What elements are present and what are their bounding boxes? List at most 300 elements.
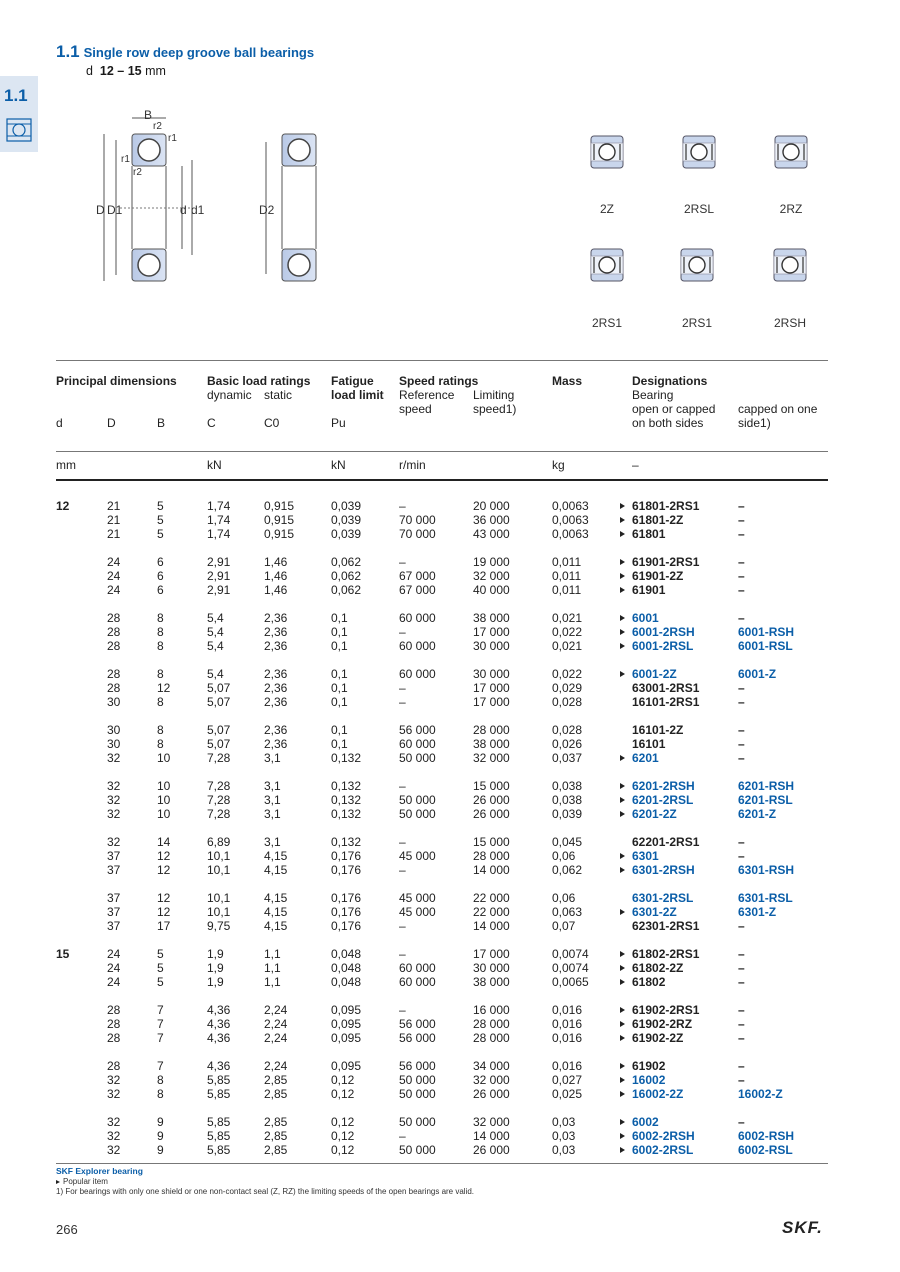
cell-fatigue-limit: 0,132 (331, 793, 362, 807)
cell-designation: 61901 (632, 583, 666, 597)
cell-fatigue-limit: 0,12 (331, 1143, 355, 1157)
cell-width: 10 (157, 807, 171, 821)
cell-designation: 16101-2Z (632, 723, 684, 737)
cell-dynamic-load: 5,07 (207, 695, 231, 709)
cell-mass: 0,06 (552, 849, 576, 863)
section-title: Single row deep groove ball bearings (83, 45, 315, 60)
cell-outside-diameter: 32 (107, 1115, 121, 1129)
cell-mass: 0,07 (552, 919, 576, 933)
cell-mass: 0,0074 (552, 947, 589, 961)
cell-designation: 6001-2Z (632, 667, 677, 681)
cell-limiting-speed: 17 000 (473, 695, 510, 709)
cell-reference-speed: – (399, 835, 406, 849)
cell-width: 6 (157, 583, 164, 597)
cell-outside-diameter: 24 (107, 961, 121, 975)
cell-designation-one-side: 6001-RSH (738, 625, 795, 639)
cell-width: 9 (157, 1129, 164, 1143)
cell-reference-speed: 50 000 (399, 1143, 436, 1157)
cell-width: 10 (157, 779, 171, 793)
cell-dynamic-load: 1,74 (207, 513, 231, 527)
skf-logo: SKF. (782, 1218, 823, 1237)
cell-designation: 6301 (632, 849, 659, 863)
cell-reference-speed: 60 000 (399, 961, 436, 975)
cell-width: 8 (157, 1087, 164, 1101)
cell-static-load: 2,24 (264, 1003, 288, 1017)
unit-designation: – (632, 458, 639, 472)
cell-outside-diameter: 37 (107, 849, 121, 863)
cell-fatigue-limit: 0,062 (331, 583, 362, 597)
cell-designation: 6201-2RSL (632, 793, 694, 807)
symbol-Pu: Pu (331, 416, 346, 430)
cell-designation: 61801-2RS1 (632, 499, 700, 513)
cell-outside-diameter: 28 (107, 667, 121, 681)
cell-mass: 0,0063 (552, 527, 589, 541)
cell-outside-diameter: 32 (107, 1129, 121, 1143)
cell-reference-speed: 60 000 (399, 737, 436, 751)
cell-fatigue-limit: 0,132 (331, 751, 362, 765)
cell-designation: 6301-2RSH (632, 863, 695, 877)
cell-static-load: 2,85 (264, 1073, 288, 1087)
cell-width: 8 (157, 625, 164, 639)
seal-variant-label: 2RS1 (681, 316, 713, 330)
cell-designation: 6301-2Z (632, 905, 677, 919)
cell-mass: 0,025 (552, 1087, 583, 1101)
cell-mass: 0,016 (552, 1031, 583, 1045)
cell-fatigue-limit: 0,176 (331, 863, 362, 877)
symbol-d: d (56, 416, 63, 430)
header-basic-load-ratings: Basic load ratings (207, 374, 311, 388)
cell-reference-speed: 56 000 (399, 1031, 436, 1045)
cell-limiting-speed: 32 000 (473, 1115, 510, 1129)
cell-reference-speed: 56 000 (399, 1059, 436, 1073)
popular-item-icon (620, 1091, 625, 1097)
cell-designation-one-side: – (738, 611, 745, 625)
cell-outside-diameter: 28 (107, 1059, 121, 1073)
cell-outside-diameter: 37 (107, 919, 121, 933)
cell-fatigue-limit: 0,12 (331, 1115, 355, 1129)
dim-label-r2: r2 (153, 121, 162, 132)
cell-dynamic-load: 5,07 (207, 681, 231, 695)
cell-width: 14 (157, 835, 171, 849)
cell-designation: 61802-2RS1 (632, 947, 700, 961)
cell-limiting-speed: 28 000 (473, 723, 510, 737)
cell-limiting-speed: 14 000 (473, 863, 510, 877)
table-header-rule (56, 479, 828, 481)
cell-width: 8 (157, 737, 164, 751)
cell-limiting-speed: 20 000 (473, 499, 510, 513)
cell-limiting-speed: 43 000 (473, 527, 510, 541)
cell-dynamic-load: 7,28 (207, 779, 231, 793)
cell-designation-one-side: – (738, 1073, 745, 1087)
cell-limiting-speed: 22 000 (473, 905, 510, 919)
cell-static-load: 1,1 (264, 961, 281, 975)
cell-mass: 0,06 (552, 891, 576, 905)
cell-reference-speed: 45 000 (399, 905, 436, 919)
cell-dynamic-load: 2,91 (207, 583, 231, 597)
table-bottom-rule (56, 1163, 828, 1164)
cell-reference-speed: 50 000 (399, 1073, 436, 1087)
popular-item-icon (620, 1035, 625, 1041)
unit-rpm: r/min (399, 458, 426, 472)
cell-designation: 62301-2RS1 (632, 919, 700, 933)
cell-mass: 0,03 (552, 1115, 576, 1129)
dim-label-D1: D1 (107, 203, 123, 217)
cell-dynamic-load: 5,85 (207, 1073, 231, 1087)
popular-item-icon (620, 503, 625, 509)
cell-outside-diameter: 37 (107, 891, 121, 905)
cell-width: 7 (157, 1017, 164, 1031)
cell-mass: 0,028 (552, 695, 583, 709)
popular-item-icon (620, 517, 625, 523)
cell-dynamic-load: 2,91 (207, 569, 231, 583)
cell-limiting-speed: 36 000 (473, 513, 510, 527)
cell-width: 12 (157, 849, 171, 863)
cell-outside-diameter: 32 (107, 835, 121, 849)
cell-outside-diameter: 32 (107, 793, 121, 807)
cell-designation-one-side: – (738, 737, 745, 751)
popular-item-icon (620, 573, 625, 579)
cell-designation-one-side: – (738, 1115, 745, 1129)
cell-fatigue-limit: 0,132 (331, 779, 362, 793)
cell-static-load: 1,1 (264, 947, 281, 961)
cell-mass: 0,011 (552, 583, 582, 597)
cell-dynamic-load: 5,4 (207, 611, 224, 625)
cell-dynamic-load: 10,1 (207, 849, 231, 863)
cell-dynamic-load: 4,36 (207, 1017, 231, 1031)
cell-dynamic-load: 5,07 (207, 737, 231, 751)
cell-mass: 0,016 (552, 1017, 583, 1031)
legend-popular-text: Popular item (63, 1177, 108, 1186)
cell-designation: 61902-2RS1 (632, 1003, 700, 1017)
cell-width: 12 (157, 863, 171, 877)
cell-static-load: 1,46 (264, 569, 288, 583)
cell-static-load: 2,24 (264, 1017, 288, 1031)
cell-static-load: 4,15 (264, 891, 288, 905)
cell-dynamic-load: 1,9 (207, 975, 224, 989)
cell-designation: 61801-2Z (632, 513, 684, 527)
cell-dynamic-load: 4,36 (207, 1031, 231, 1045)
cell-mass: 0,011 (552, 569, 582, 583)
cell-limiting-speed: 26 000 (473, 807, 510, 821)
symbol-B: B (157, 416, 166, 430)
popular-item-icon (620, 629, 625, 635)
dim-label-r2: r2 (133, 167, 142, 178)
cell-dynamic-load: 7,28 (207, 793, 231, 807)
cell-limiting-speed: 15 000 (473, 835, 510, 849)
cell-designation-one-side: 6201-RSL (738, 793, 793, 807)
cell-designation: 6001 (632, 611, 659, 625)
cell-dynamic-load: 5,07 (207, 723, 231, 737)
cell-reference-speed: – (399, 919, 406, 933)
cell-static-load: 3,1 (264, 751, 281, 765)
cell-reference-speed: 50 000 (399, 793, 436, 807)
cell-mass: 0,038 (552, 793, 583, 807)
header-bearing: Bearing (632, 388, 674, 402)
cell-designation: 61802 (632, 975, 666, 989)
cell-width: 8 (157, 639, 164, 653)
cell-fatigue-limit: 0,1 (331, 681, 348, 695)
cell-fatigue-limit: 0,176 (331, 891, 362, 905)
footnote-mark: 1) (56, 1187, 64, 1196)
cell-fatigue-limit: 0,1 (331, 667, 348, 681)
cell-dynamic-load: 1,74 (207, 499, 231, 513)
cell-static-load: 1,46 (264, 583, 288, 597)
cell-designation: 16002-2Z (632, 1087, 684, 1101)
cell-dynamic-load: 7,28 (207, 807, 231, 821)
cell-reference-speed: 50 000 (399, 807, 436, 821)
cell-reference-speed: 60 000 (399, 639, 436, 653)
popular-item-icon (620, 1077, 625, 1083)
cell-designation-one-side: – (738, 975, 745, 989)
cell-static-load: 2,36 (264, 625, 288, 639)
cell-width: 8 (157, 723, 164, 737)
cell-designation-one-side: – (738, 947, 745, 961)
cell-width: 6 (157, 555, 164, 569)
cell-width: 9 (157, 1115, 164, 1129)
cell-limiting-speed: 17 000 (473, 681, 510, 695)
cell-fatigue-limit: 0,132 (331, 807, 362, 821)
cell-designation-one-side: – (738, 835, 745, 849)
cell-limiting-speed: 28 000 (473, 1031, 510, 1045)
cell-width: 7 (157, 1031, 164, 1045)
cell-reference-speed: – (399, 1003, 406, 1017)
cell-reference-speed: – (399, 681, 406, 695)
cell-fatigue-limit: 0,12 (331, 1087, 355, 1101)
cell-limiting-speed: 28 000 (473, 1017, 510, 1031)
seal-variant-label: 2RZ (779, 202, 803, 216)
cell-designation-one-side: – (738, 723, 745, 737)
popular-item-icon (620, 965, 625, 971)
cell-dynamic-load: 1,9 (207, 961, 224, 975)
cell-outside-diameter: 28 (107, 1003, 121, 1017)
seal-variant-icon (589, 134, 625, 170)
cell-designation: 61901-2RS1 (632, 555, 700, 569)
cell-fatigue-limit: 0,048 (331, 947, 362, 961)
cell-outside-diameter: 32 (107, 779, 121, 793)
cell-outside-diameter: 21 (107, 513, 121, 527)
cell-limiting-speed: 14 000 (473, 1129, 510, 1143)
cell-designation-one-side: 16002-Z (738, 1087, 783, 1101)
cell-limiting-speed: 40 000 (473, 583, 510, 597)
cell-designation: 61902-2Z (632, 1031, 684, 1045)
cell-fatigue-limit: 0,039 (331, 527, 362, 541)
dim-label-D: D (96, 203, 105, 217)
cell-designation-one-side: 6002-RSH (738, 1129, 795, 1143)
footnote (56, 1187, 474, 1196)
cell-fatigue-limit: 0,12 (331, 1073, 355, 1087)
cell-static-load: 0,915 (264, 499, 295, 513)
cell-mass: 0,029 (552, 681, 583, 695)
cell-designation: 62201-2RS1 (632, 835, 700, 849)
cell-designation-one-side: – (738, 1003, 745, 1017)
cell-width: 6 (157, 569, 164, 583)
cell-designation: 6002 (632, 1115, 659, 1129)
cell-reference-speed: – (399, 555, 406, 569)
subtitle-unit: mm (145, 64, 166, 78)
legend-explorer: SKF Explorer bearing (56, 1166, 143, 1176)
cell-designation-one-side: – (738, 1031, 745, 1045)
popular-item-icon (620, 1147, 625, 1153)
cell-limiting-speed: 16 000 (473, 1003, 510, 1017)
cell-reference-speed: – (399, 947, 406, 961)
header-speed-ratings: Speed ratings (399, 374, 479, 388)
cell-reference-speed: – (399, 779, 406, 793)
seal-variant-icon (772, 247, 808, 283)
footnote-text: For bearings with only one shield or one non-contact seal (Z, RZ) the limiting speeds of the open bearings are valid. (65, 1187, 475, 1196)
cell-fatigue-limit: 0,1 (331, 611, 348, 625)
cell-fatigue-limit: 0,039 (331, 513, 362, 527)
seal-variant-label: 2RS1 (591, 316, 623, 330)
cell-fatigue-limit: 0,062 (331, 555, 362, 569)
cell-static-load: 2,36 (264, 611, 288, 625)
cell-fatigue-limit: 0,095 (331, 1059, 362, 1073)
cell-reference-speed: – (399, 625, 406, 639)
cell-static-load: 2,36 (264, 667, 288, 681)
popular-item-icon (620, 559, 625, 565)
cell-fatigue-limit: 0,176 (331, 905, 362, 919)
cell-designation-one-side: – (738, 695, 745, 709)
cell-fatigue-limit: 0,095 (331, 1003, 362, 1017)
cell-designation: 16101 (632, 737, 666, 751)
cell-static-load: 2,36 (264, 639, 288, 653)
cell-outside-diameter: 24 (107, 975, 121, 989)
cell-dynamic-load: 1,74 (207, 527, 231, 541)
cell-limiting-speed: 26 000 (473, 1087, 510, 1101)
cell-mass: 0,022 (552, 625, 583, 639)
cell-static-load: 2,85 (264, 1129, 288, 1143)
cell-width: 12 (157, 681, 171, 695)
cell-dynamic-load: 4,36 (207, 1003, 231, 1017)
cell-outside-diameter: 24 (107, 947, 121, 961)
popular-item-icon (620, 811, 625, 817)
dim-label-d1: d1 (191, 203, 205, 217)
cell-designation: 61902 (632, 1059, 666, 1073)
symbol-D: D (107, 416, 116, 430)
cell-mass: 0,0063 (552, 513, 589, 527)
cell-static-load: 1,1 (264, 975, 281, 989)
cell-designation-one-side: 6301-RSH (738, 863, 795, 877)
dim-label-r1: r1 (121, 154, 130, 165)
cell-static-load: 1,46 (264, 555, 288, 569)
cell-reference-speed: 56 000 (399, 1017, 436, 1031)
cell-reference-speed: – (399, 1129, 406, 1143)
popular-item-icon (620, 909, 625, 915)
dim-label-B: B (144, 108, 153, 122)
cell-mass: 0,039 (552, 807, 583, 821)
cell-mass: 0,0074 (552, 961, 589, 975)
cell-fatigue-limit: 0,1 (331, 639, 348, 653)
cell-width: 5 (157, 947, 164, 961)
cell-mass: 0,021 (552, 611, 583, 625)
subtitle-range: 12 – 15 (99, 64, 142, 78)
cell-dynamic-load: 5,85 (207, 1143, 231, 1157)
popular-item-icon (620, 797, 625, 803)
cell-designation: 16101-2RS1 (632, 695, 700, 709)
cell-reference-speed: 56 000 (399, 723, 436, 737)
cell-static-load: 3,1 (264, 835, 281, 849)
cell-outside-diameter: 32 (107, 1087, 121, 1101)
popular-item-icon (620, 1007, 625, 1013)
cell-designation-one-side: 6201-Z (738, 807, 777, 821)
cell-designation: 61902-2RZ (632, 1017, 693, 1031)
cell-mass: 0,038 (552, 779, 583, 793)
cell-reference-speed: 50 000 (399, 1115, 436, 1129)
popular-item-icon (620, 531, 625, 537)
cell-reference-speed: – (399, 499, 406, 513)
popular-item-icon (620, 853, 625, 859)
page-title (56, 42, 314, 62)
cell-outside-diameter: 30 (107, 695, 121, 709)
cell-outside-diameter: 32 (107, 807, 121, 821)
cell-fatigue-limit: 0,12 (331, 1129, 355, 1143)
cell-designation-one-side: – (738, 499, 745, 513)
cell-limiting-speed: 38 000 (473, 611, 510, 625)
cell-reference-speed: 60 000 (399, 611, 436, 625)
cell-fatigue-limit: 0,1 (331, 625, 348, 639)
legend-popular (56, 1177, 108, 1186)
cell-limiting-speed: 38 000 (473, 737, 510, 751)
cell-width: 5 (157, 527, 164, 541)
popular-item-icon (620, 1021, 625, 1027)
cell-dynamic-load: 5,85 (207, 1087, 231, 1101)
cell-outside-diameter: 28 (107, 611, 121, 625)
cell-designation: 6002-2RSL (632, 1143, 694, 1157)
cell-designation-one-side: 6201-RSH (738, 779, 795, 793)
popular-item-icon (620, 1133, 625, 1139)
header-dynamic: dynamic (207, 388, 252, 402)
cell-dynamic-load: 5,85 (207, 1129, 231, 1143)
cell-outside-diameter: 21 (107, 499, 121, 513)
cell-limiting-speed: 34 000 (473, 1059, 510, 1073)
cell-outside-diameter: 28 (107, 1031, 121, 1045)
cell-width: 5 (157, 513, 164, 527)
cell-dynamic-load: 2,91 (207, 555, 231, 569)
cell-designation-one-side: – (738, 849, 745, 863)
header-mass: Mass (552, 374, 583, 388)
table-top-rule (56, 360, 828, 361)
cell-width: 8 (157, 611, 164, 625)
symbol-C: C (207, 416, 216, 430)
cell-designation-one-side: – (738, 555, 745, 569)
cell-fatigue-limit: 0,095 (331, 1031, 362, 1045)
cell-limiting-speed: 22 000 (473, 891, 510, 905)
popular-item-icon (620, 1063, 625, 1069)
cell-width: 7 (157, 1003, 164, 1017)
cell-designation-one-side: – (738, 1017, 745, 1031)
seal-variant-label: 2RSL (683, 202, 715, 216)
dim-label-D2: D2 (259, 203, 275, 217)
cell-dynamic-load: 1,9 (207, 947, 224, 961)
popular-item-icon (620, 951, 625, 957)
cell-designation-one-side: – (738, 569, 745, 583)
cell-outside-diameter: 28 (107, 625, 121, 639)
cell-mass: 0,03 (552, 1143, 576, 1157)
cell-reference-speed: 45 000 (399, 891, 436, 905)
cell-outside-diameter: 24 (107, 569, 121, 583)
popular-item-icon (620, 615, 625, 621)
header-limiting-speed: Limiting speed1) (473, 388, 517, 416)
cell-outside-diameter: 24 (107, 555, 121, 569)
cell-dynamic-load: 4,36 (207, 1059, 231, 1073)
cell-mass: 0,045 (552, 835, 583, 849)
cell-static-load: 2,36 (264, 695, 288, 709)
cell-designation-one-side: 6001-RSL (738, 639, 793, 653)
cell-limiting-speed: 30 000 (473, 961, 510, 975)
header-open-or-capped: open or capped on both sides (632, 402, 716, 430)
cell-limiting-speed: 26 000 (473, 793, 510, 807)
cell-outside-diameter: 28 (107, 681, 121, 695)
cell-dynamic-load: 9,75 (207, 919, 231, 933)
